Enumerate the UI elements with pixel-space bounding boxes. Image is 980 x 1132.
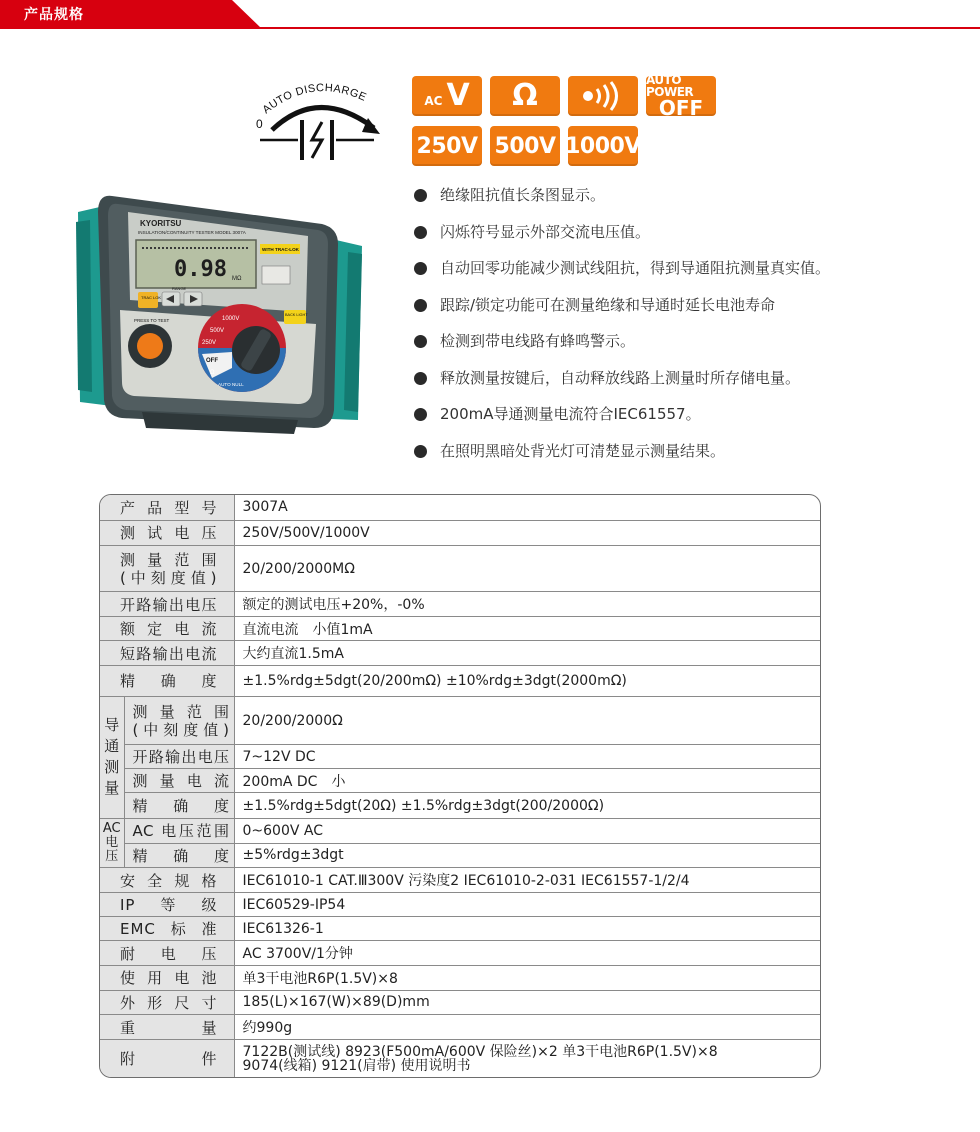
table-row: [100, 867, 820, 892]
svg-text:AUTO DISCHARGE: [261, 82, 369, 116]
spec-label: 产品型号: [100, 495, 234, 520]
table-row: [100, 893, 820, 917]
spec-label: 安全规格: [100, 867, 234, 892]
table-row: [100, 965, 820, 990]
table-row: [100, 769, 820, 793]
spec-value: 约990g: [234, 1014, 820, 1039]
spec-label: AC 电压范围: [124, 818, 234, 843]
spec-value: 单3干电池R6P(1.5V)×8: [234, 965, 820, 990]
spec-label: 短路输出电流: [100, 641, 234, 665]
auto-discharge-icon: [252, 78, 382, 168]
spec-value: IEC61010-1 CAT.Ⅲ300V 污染度2 IEC61010-2-031 IEC61557-1/2/4: [234, 867, 820, 892]
voltage-500-badge: 500V: [490, 126, 560, 166]
spec-label: 精确度: [124, 793, 234, 818]
feature-item: 闪烁符号显示外部交流电压值。: [414, 219, 830, 256]
spec-value: 185(L)×167(W)×89(D)mm: [234, 990, 820, 1014]
svg-text:BACK LIGHT: BACK LIGHT: [285, 313, 308, 317]
svg-text:WITH TRAC-LOK: WITH TRAC-LOK: [262, 247, 299, 252]
feature-list: [414, 182, 830, 474]
spec-value: IEC61326-1: [234, 917, 820, 941]
spec-label: 开路输出电压: [124, 745, 234, 769]
svg-text:500V: 500V: [210, 328, 225, 334]
feature-item: 在照明黑暗处背光灯可清楚显示测量结果。: [414, 438, 830, 475]
ohm-icon: Ω: [512, 78, 538, 113]
auto-power-off-badge: AUTO POWER OFF: [646, 76, 716, 116]
feature-item: 跟踪/锁定功能可在测量绝缘和导通时延长电池寿命: [414, 292, 830, 329]
device-model-line: INSULATION/CONTINUITY TESTER MODEL 3007A: [138, 230, 246, 235]
ohm-badge: [490, 76, 560, 116]
zero-label: 0: [256, 117, 263, 131]
spec-value: 7122B(测试线) 8923(F500mA/600V 保险丝)×2 单3干电池R6P(1.5V)×8 9074(线箱) 9121(肩带) 使用说明书: [234, 1040, 820, 1077]
spec-value: 直流电流 小值1mA: [234, 617, 820, 641]
spec-label: 重量: [100, 1014, 234, 1039]
spec-value: 250V/500V/1000V: [234, 520, 820, 545]
spec-label: IP等级: [100, 893, 234, 917]
spec-label: 开路输出电压: [100, 592, 234, 617]
spec-label: 耐电压: [100, 941, 234, 965]
svg-text:AUTO NULL: AUTO NULL: [218, 382, 244, 387]
svg-text:TRAC LOK: TRAC LOK: [141, 295, 162, 300]
ac-voltage-badge: AC V: [412, 76, 482, 116]
lcd-unit: MΩ: [232, 276, 242, 282]
ac-voltage-group-label: AC 电 压: [100, 818, 124, 867]
spec-value: IEC60529-IP54: [234, 893, 820, 917]
svg-text:250V: 250V: [202, 340, 217, 346]
svg-text:Ω: Ω: [210, 370, 215, 376]
spec-value: 0~600V AC: [234, 818, 820, 843]
spec-label: 使用电池: [100, 965, 234, 990]
spec-value: 3007A: [234, 495, 820, 520]
feature-item: 自动回零功能减少测试线阻抗，得到导通阻抗测量真实值。: [414, 255, 830, 292]
lcd-reading: 0.98: [174, 257, 227, 282]
table-row: [100, 941, 820, 965]
spec-label: 测试电压: [100, 520, 234, 545]
buzzer-icon: [578, 81, 628, 111]
voltage-1000-badge: 1000V: [568, 126, 638, 166]
svg-text:1000V: 1000V: [222, 316, 240, 322]
spec-value: 20/200/2000MΩ: [234, 545, 820, 591]
spec-label: 附件: [100, 1040, 234, 1077]
spec-label: 外形尺寸: [100, 990, 234, 1014]
feature-item: 绝缘阻抗值长条图显示。: [414, 182, 830, 219]
device-brand: KYORITSU: [140, 219, 182, 228]
table-row: [100, 641, 820, 665]
spec-label: 额定电流: [100, 617, 234, 641]
spec-table: [99, 494, 821, 1078]
feature-item: 释放测量按键后，自动释放线路上测量时所存储电量。: [414, 365, 830, 402]
svg-text:OFF: OFF: [206, 358, 218, 364]
table-row: [100, 520, 820, 545]
spec-value: ±1.5%rdg±5dgt(20/200mΩ) ±10%rdg±3dgt(2000mΩ): [234, 665, 820, 696]
svg-text:PRESS TO TEST: PRESS TO TEST: [134, 318, 170, 323]
tester-device-image: [72, 182, 368, 438]
spec-label: 精确度: [124, 843, 234, 867]
table-row: [100, 696, 820, 744]
spec-value: ±1.5%rdg±5dgt(20Ω) ±1.5%rdg±3dgt(200/2000Ω): [234, 793, 820, 818]
table-row: [100, 545, 820, 591]
table-row: [100, 917, 820, 941]
table-row: [100, 745, 820, 769]
spec-value: ±5%rdg±3dgt: [234, 843, 820, 867]
voltage-250-badge: 250V: [412, 126, 482, 166]
auto-power-off-icon: AUTO POWER: [646, 73, 694, 99]
spec-value: 20/200/2000Ω: [234, 696, 820, 744]
table-row: [100, 592, 820, 617]
spec-label: 测量电流: [124, 769, 234, 793]
spec-label: 测量范围 (中刻度值): [124, 696, 234, 744]
auto-discharge-label: AUTO DISCHARGE: [260, 82, 369, 117]
continuity-group-label: 导 通 测 量: [100, 696, 124, 818]
feature-item: 检测到带电线路有蜂鸣警示。: [414, 328, 830, 365]
table-row: [100, 495, 820, 520]
spec-label: EMC标准: [100, 917, 234, 941]
spec-value: 200mA DC 小: [234, 769, 820, 793]
feature-item: 200mA导通测量电流符合IEC61557。: [414, 401, 830, 438]
spec-value: 额定的测试电压+20%，-0%: [234, 592, 820, 617]
page-title: 产品规格: [24, 7, 84, 23]
table-row: [100, 818, 820, 843]
buzzer-badge: [568, 76, 638, 116]
svg-text:RANGE: RANGE: [172, 286, 187, 291]
spec-value: AC 3700V/1分钟: [234, 941, 820, 965]
table-row: [100, 1014, 820, 1039]
spec-value: 大约直流1.5mA: [234, 641, 820, 665]
spec-value: 7~12V DC: [234, 745, 820, 769]
table-row: [100, 665, 820, 696]
press-to-test-button: [137, 333, 163, 359]
spec-label: 精确度: [100, 665, 234, 696]
table-row: [100, 843, 820, 867]
spec-label: 测量范围 (中刻度值): [100, 545, 234, 591]
table-row: [100, 793, 820, 818]
table-row: [100, 990, 820, 1014]
table-row: [100, 617, 820, 641]
table-row: [100, 1040, 820, 1077]
ac-voltage-icon: AC: [424, 94, 443, 108]
